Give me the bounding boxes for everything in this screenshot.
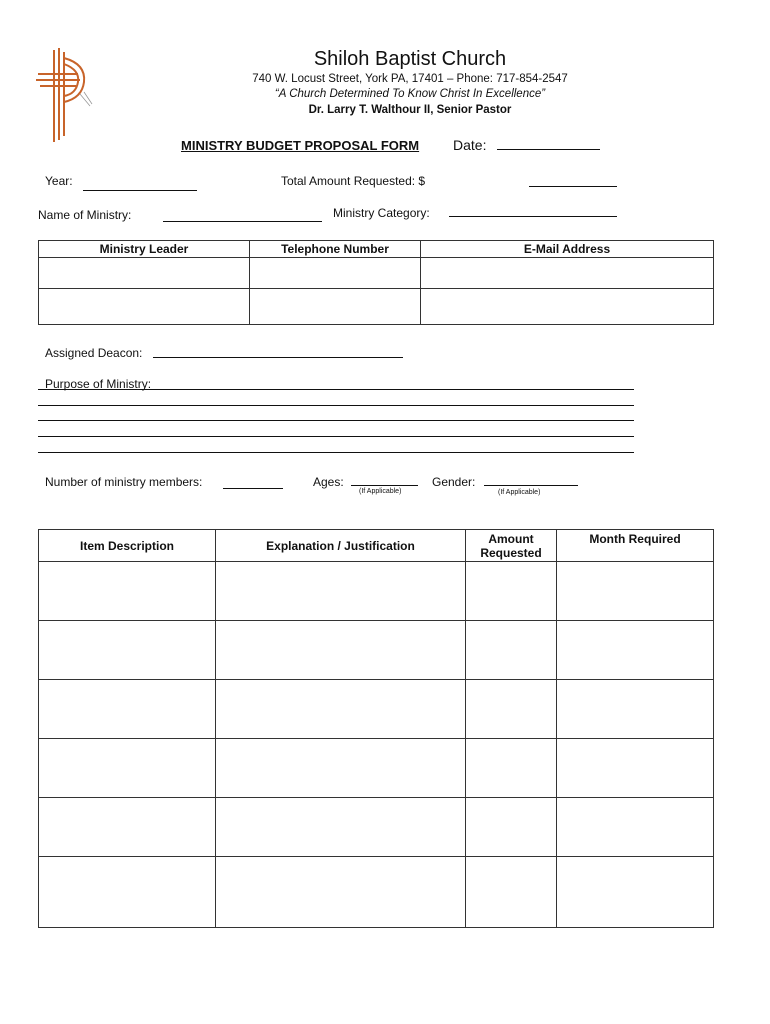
column-header-ministry-leader: Ministry Leader — [39, 241, 250, 258]
ages-label: Ages: — [313, 475, 344, 489]
ministry-name-field[interactable] — [163, 221, 322, 222]
table-row — [39, 680, 714, 739]
ages-if-applicable-note: (If Applicable) — [359, 488, 402, 495]
email-cell[interactable] — [421, 258, 714, 289]
amount-cell[interactable] — [466, 739, 557, 798]
month-cell[interactable] — [557, 680, 714, 739]
explanation-cell[interactable] — [216, 621, 466, 680]
church-name: Shiloh Baptist Church — [313, 48, 507, 70]
explanation-cell[interactable] — [216, 739, 466, 798]
table-row — [39, 857, 714, 928]
gender-field[interactable] — [484, 485, 578, 486]
year-label: Year: — [45, 174, 73, 188]
column-header-telephone: Telephone Number — [250, 241, 421, 258]
item-description-cell[interactable] — [39, 857, 216, 928]
purpose-label: Purpose of Ministry: — [45, 377, 152, 391]
column-header-email: E-Mail Address — [421, 241, 714, 258]
purpose-line-3[interactable] — [38, 420, 634, 421]
table-row — [39, 798, 714, 857]
amount-cell[interactable] — [466, 680, 557, 739]
purpose-line-2[interactable] — [38, 405, 634, 406]
members-field[interactable] — [223, 488, 283, 489]
gender-if-applicable-note: (If Applicable) — [498, 489, 541, 496]
column-header-item-description: Item Description — [39, 530, 216, 562]
explanation-cell[interactable] — [216, 798, 466, 857]
amount-cell[interactable] — [466, 798, 557, 857]
pastor-name: Dr. Larry T. Walthour II, Senior Pastor — [308, 104, 512, 116]
total-amount-field[interactable] — [529, 186, 617, 187]
ministry-leader-cell[interactable] — [39, 289, 250, 325]
explanation-cell[interactable] — [216, 857, 466, 928]
item-description-cell[interactable] — [39, 798, 216, 857]
month-cell[interactable] — [557, 621, 714, 680]
month-cell[interactable] — [557, 857, 714, 928]
table-row — [39, 739, 714, 798]
table-row — [39, 289, 714, 325]
telephone-cell[interactable] — [250, 258, 421, 289]
ministry-leader-table — [38, 240, 714, 325]
assigned-deacon-label: Assigned Deacon: — [45, 346, 143, 360]
email-cell[interactable] — [421, 289, 714, 325]
ministry-category-field[interactable] — [449, 216, 617, 217]
item-description-cell[interactable] — [39, 739, 216, 798]
explanation-cell[interactable] — [216, 680, 466, 739]
column-header-amount-requested: Amount Requested — [466, 530, 557, 562]
item-description-cell[interactable] — [39, 680, 216, 739]
column-header-explanation: Explanation / Justification — [216, 530, 466, 562]
church-motto: “A Church Determined To Know Christ In Excellence” — [274, 88, 546, 100]
gender-label: Gender: — [432, 475, 476, 489]
ages-field[interactable] — [351, 485, 418, 486]
ministry-category-label: Ministry Category: — [333, 206, 430, 220]
ministry-name-label: Name of Ministry: — [38, 208, 132, 222]
table-row — [39, 258, 714, 289]
total-amount-label: Total Amount Requested: $ — [281, 174, 426, 188]
table-row — [39, 562, 714, 621]
form-title: MINISTRY BUDGET PROPOSAL FORM — [181, 138, 420, 153]
table-row — [39, 621, 714, 680]
assigned-deacon-field[interactable] — [153, 357, 403, 358]
budget-items-table — [38, 529, 714, 928]
purpose-line-1[interactable] — [38, 389, 634, 390]
members-label: Number of ministry members: — [45, 475, 203, 489]
month-cell[interactable] — [557, 739, 714, 798]
column-header-month-required: Month Required — [557, 530, 714, 562]
month-cell[interactable] — [557, 798, 714, 857]
month-cell[interactable] — [557, 562, 714, 621]
explanation-cell[interactable] — [216, 562, 466, 621]
item-description-cell[interactable] — [39, 621, 216, 680]
amount-cell[interactable] — [466, 621, 557, 680]
telephone-cell[interactable] — [250, 289, 421, 325]
amount-cell[interactable] — [466, 562, 557, 621]
ministry-leader-cell[interactable] — [39, 258, 250, 289]
purpose-line-5[interactable] — [38, 452, 634, 453]
date-label: Date: — [453, 137, 487, 153]
church-address: 740 W. Locust Street, York PA, 17401 – Phone: 717-854-2547 — [252, 73, 568, 85]
item-description-cell[interactable] — [39, 562, 216, 621]
date-field[interactable] — [497, 149, 600, 150]
purpose-line-4[interactable] — [38, 436, 634, 437]
amount-cell[interactable] — [466, 857, 557, 928]
year-field[interactable] — [83, 190, 197, 191]
church-logo-icon — [34, 44, 94, 144]
